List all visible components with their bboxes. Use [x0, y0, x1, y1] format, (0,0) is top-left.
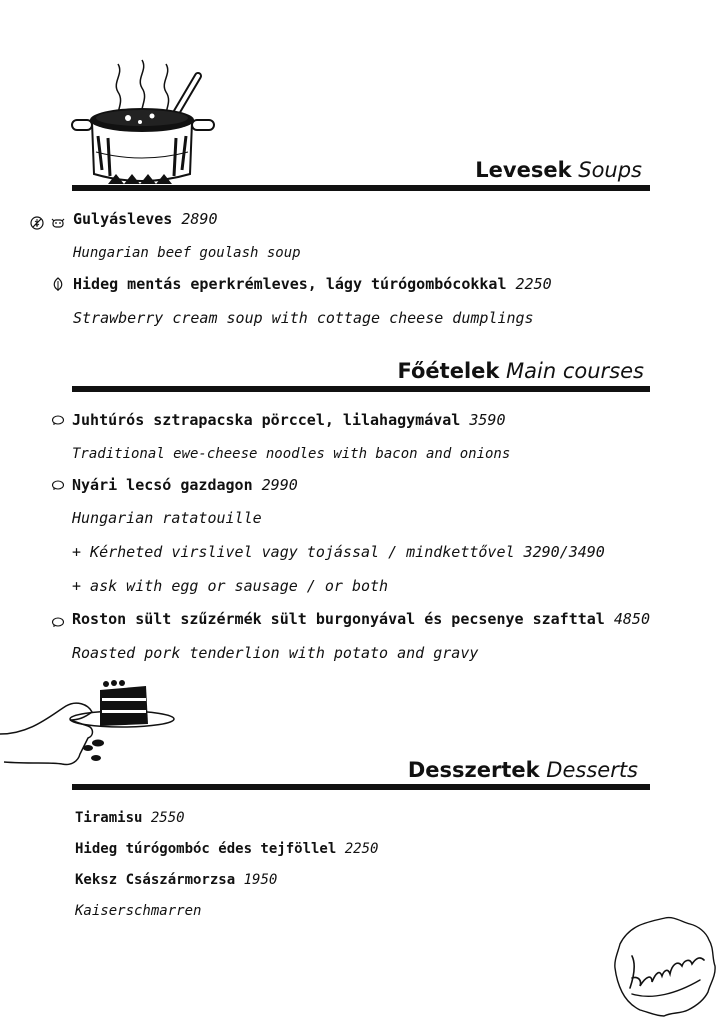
- section-title-mains: [398, 358, 645, 384]
- dish-name: Tiramisu: [75, 810, 143, 826]
- dish-name: Hideg mentás eperkrémleves, lágy túrógombócokkal: [73, 275, 507, 293]
- dish-description: Traditional ewe-cheese noodles with bacon and onions: [72, 446, 511, 462]
- dish-name: Gulyásleves: [73, 210, 173, 228]
- cooking-pot-illustration: [68, 56, 218, 190]
- section-divider: [72, 784, 650, 790]
- gluten-free-icon: [30, 216, 44, 230]
- dish-description: Roasted pork tenderlion with potato and gravy: [72, 644, 479, 662]
- dish-name: Hideg túrógombóc édes tejföllel: [75, 841, 337, 857]
- section-title-en: Soups: [578, 158, 642, 182]
- dish-name: Roston sült szűzérmék sült burgonyával és pecsenye szafttal: [72, 610, 605, 628]
- pig-icon: [51, 616, 65, 628]
- dish-name: Juhtúrós sztrapacska pörccel, lilahagymával: [72, 411, 461, 429]
- soup-item: [73, 274, 552, 294]
- keksz-logo: [612, 914, 718, 1020]
- dish-extra-hu: + Kérheted virslivel vagy tojással / mindkettővel 3290/3490: [72, 543, 605, 561]
- section-title-soups: [475, 157, 642, 183]
- section-divider: [72, 185, 650, 191]
- dish-name: Keksz Császármorzsa: [75, 872, 236, 888]
- dish-price: 2990: [261, 476, 298, 494]
- section-title-desserts: [408, 757, 638, 783]
- dish-price: 4850: [613, 610, 650, 628]
- dish-price: 2250: [344, 841, 379, 857]
- dessert-item: [75, 870, 277, 890]
- dish-description: Kaiserschmarren: [75, 903, 202, 919]
- pig-icon: [51, 414, 65, 426]
- main-item: [72, 609, 650, 629]
- leaf-icon: [52, 277, 64, 292]
- section-title-en: Main courses: [506, 359, 644, 383]
- dish-name: Nyári lecsó gazdagon: [72, 476, 253, 494]
- hand-holding-cake-illustration: [0, 676, 180, 772]
- dish-description: Hungarian ratatouille: [72, 509, 262, 527]
- pig-icon: [51, 479, 65, 491]
- soup-item: [73, 209, 218, 229]
- dessert-item: [75, 839, 378, 859]
- dish-description: Hungarian beef goulash soup: [73, 245, 301, 261]
- section-title-hu: Levesek: [475, 158, 572, 182]
- section-divider: [72, 386, 650, 392]
- dish-price: 2550: [150, 810, 185, 826]
- main-item: [72, 410, 505, 430]
- dish-price: 1950: [243, 872, 278, 888]
- dish-price: 2250: [515, 275, 552, 293]
- dish-price: 3590: [469, 411, 506, 429]
- section-title-hu: Desszertek: [407, 758, 540, 782]
- cow-icon: [50, 216, 66, 230]
- dessert-item: [75, 808, 185, 828]
- section-title-hu: Főételek: [397, 359, 500, 383]
- dish-price: 2890: [181, 210, 218, 228]
- dish-description: Strawberry cream soup with cottage cheese dumplings: [73, 309, 534, 327]
- dish-extra-en: + ask with egg or sausage / or both: [72, 577, 389, 595]
- section-title-en: Desserts: [546, 758, 638, 782]
- main-item: [72, 475, 298, 495]
